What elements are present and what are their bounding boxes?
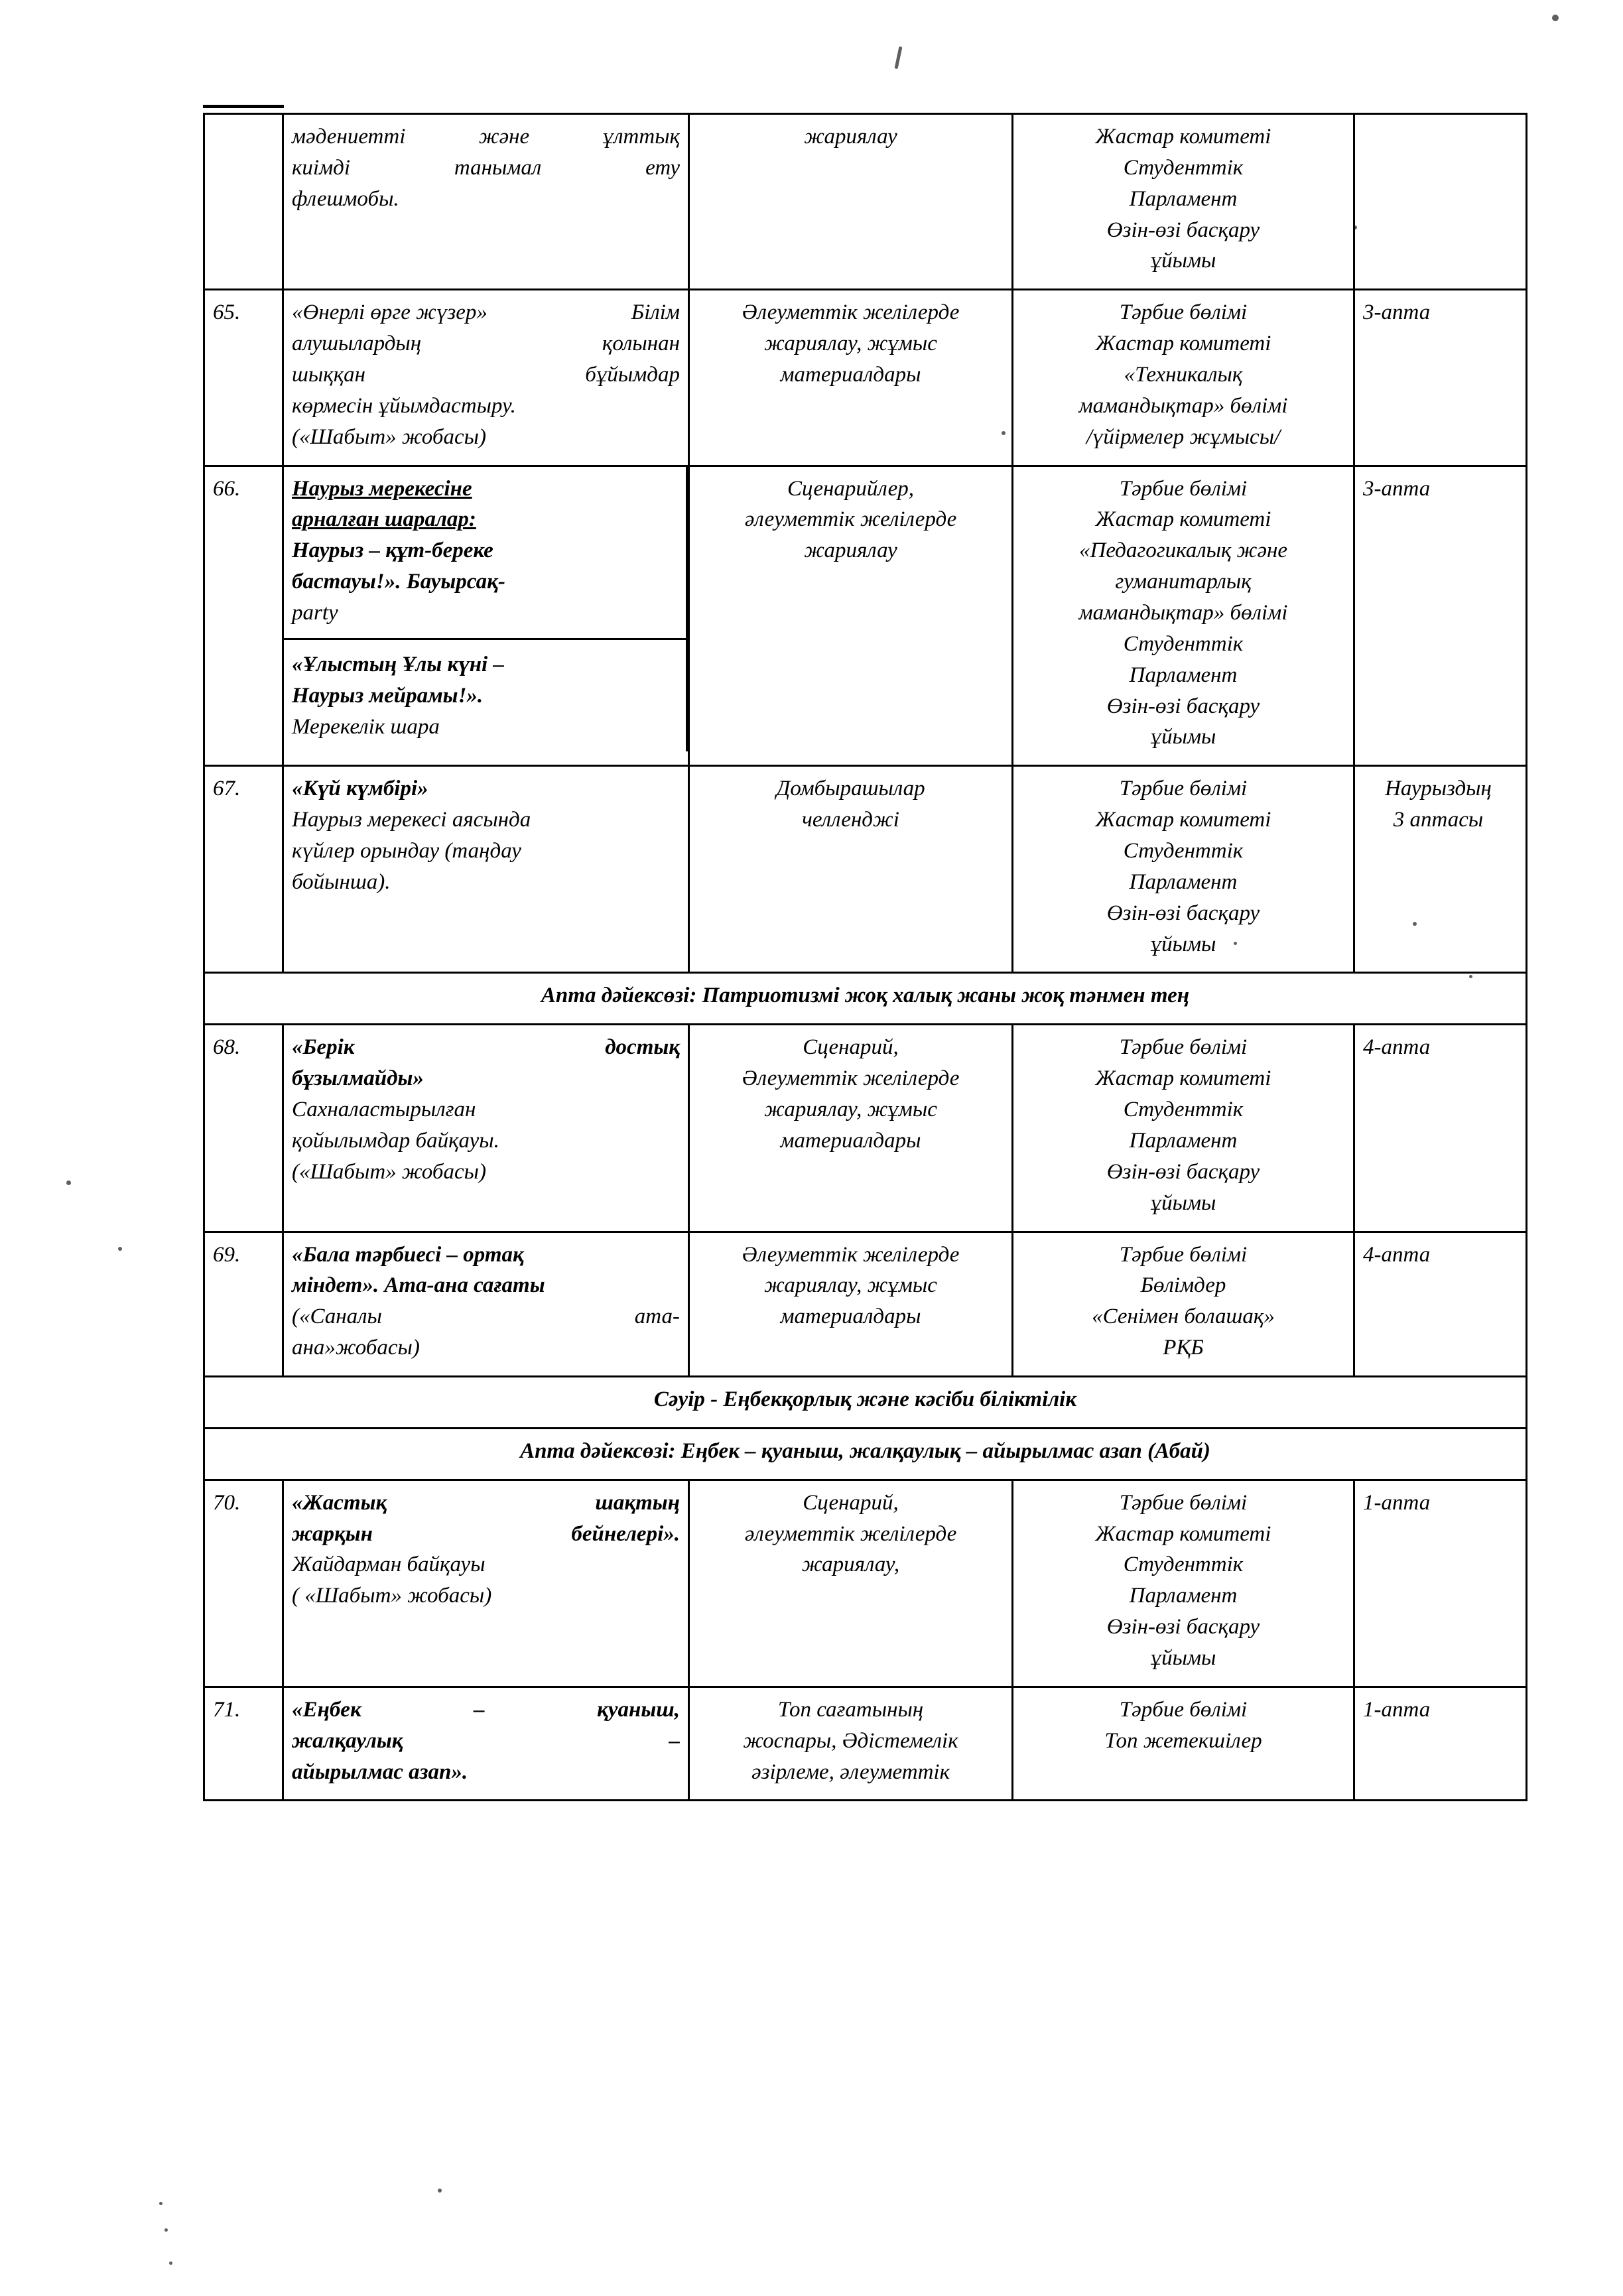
materials-line: әлеуметтік желілерде	[744, 507, 957, 532]
responsible-line: ұйымы	[1150, 725, 1216, 749]
responsible-line: Бөлімдер	[1140, 1273, 1226, 1298]
activity-line: флешмобы.	[292, 186, 399, 211]
term-cell: 3-апта	[1354, 290, 1527, 466]
materials-line: әлеуметтік желілерде	[744, 1521, 957, 1546]
responsible-line: Тәрбие бөлімі	[1119, 1697, 1248, 1722]
table-row	[204, 290, 1527, 466]
activity-line: «Ұлыстың Ұлы күні –	[292, 652, 504, 676]
activity-cell	[283, 766, 689, 973]
materials-line: Сценарий,	[803, 1035, 899, 1060]
activity-line: («Шабыт» жобасы)	[292, 424, 486, 449]
week-quote-banner: Апта дәйексөзі: Еңбек – қуаныш, жалқаулық – айырылмас азап (Абай)	[204, 1428, 1527, 1480]
activity-word: –	[474, 1697, 485, 1722]
materials-cell	[689, 1232, 1013, 1376]
responsible-line: Жастар комитеті	[1095, 808, 1271, 832]
activity-word: Білім	[631, 300, 680, 325]
responsible-cell	[1013, 766, 1354, 973]
responsible-line: Тәрбие бөлімі	[1119, 1242, 1248, 1267]
materials-line: Сценарий,	[803, 1490, 899, 1515]
activity-word: бейнелері».	[571, 1521, 680, 1546]
activity-line: ( «Шабыт» жобасы)	[292, 1584, 492, 1608]
activity-line: Сахналастырылған	[292, 1098, 476, 1122]
activity-line: міндет». Ата-ана сағаты	[292, 1273, 545, 1298]
activity-word: қуаныш,	[597, 1697, 680, 1722]
table-row	[204, 1480, 1527, 1687]
responsible-cell	[1013, 1480, 1354, 1687]
materials-line: әзірлеме, әлеуметтік	[751, 1759, 950, 1784]
activity-word: ұлттық	[602, 125, 680, 149]
row-number: 65.	[204, 290, 283, 466]
materials-cell	[689, 114, 1013, 290]
activity-cell	[283, 1687, 689, 1801]
materials-line: материалдары	[780, 1128, 921, 1153]
activity-line: көрмесін ұйымдастыру.	[292, 393, 516, 418]
scan-speck	[895, 46, 903, 69]
activity-line: party	[292, 601, 338, 625]
activity-word: алушылардың	[292, 332, 422, 356]
activity-line: Наурыз мерекесі аясында	[292, 808, 531, 832]
row-number: 66.	[204, 466, 283, 766]
responsible-line: ұйымы	[1150, 1190, 1216, 1215]
responsible-line: Парламент	[1129, 186, 1238, 211]
scan-speck	[118, 1247, 122, 1251]
responsible-line: гуманитарлық	[1115, 570, 1252, 594]
term-cell: 1-апта	[1354, 1687, 1527, 1801]
activity-title: «Күй күмбірі»	[292, 777, 428, 801]
responsible-line: «Сенімен болашақ»	[1092, 1305, 1275, 1329]
activity-word: шыққан	[292, 363, 366, 387]
materials-cell	[689, 290, 1013, 466]
materials-line: жариялау	[804, 125, 897, 149]
activity-word: танымал	[454, 155, 542, 180]
term-cell: 3-апта	[1354, 466, 1527, 766]
responsible-line: Тәрбие бөлімі	[1119, 1490, 1248, 1515]
row-number: 68.	[204, 1025, 283, 1232]
table-row	[204, 1025, 1527, 1232]
activity-cell	[283, 466, 689, 766]
activity-cell	[283, 1480, 689, 1687]
responsible-line: «Педагогикалық және	[1079, 539, 1287, 563]
term-line: Наурыздың	[1385, 777, 1492, 801]
scan-speck	[159, 2202, 162, 2205]
materials-line: жариялау, жұмыс	[764, 1098, 937, 1122]
row-number: 70.	[204, 1480, 283, 1687]
table-row-banner	[204, 973, 1527, 1025]
activity-word: бұйымдар	[585, 363, 680, 387]
activity-line: бұзылмайды»	[292, 1066, 424, 1091]
activity-word: «Еңбек	[292, 1697, 361, 1722]
responsible-cell	[1013, 1025, 1354, 1232]
activity-word: жарқын	[292, 1521, 373, 1546]
activity-word: шақтың	[595, 1490, 680, 1515]
table-row	[204, 114, 1527, 290]
responsible-line: Жастар комитеті	[1095, 1066, 1271, 1091]
scan-speck	[66, 1180, 71, 1185]
responsible-line: РҚБ	[1163, 1336, 1204, 1360]
activity-word: қолынан	[602, 332, 680, 356]
activity-word: –	[669, 1728, 680, 1753]
activity-line: айырылмас азап».	[292, 1759, 468, 1784]
activity-line: («Шабыт» жобасы)	[292, 1159, 486, 1184]
responsible-line: Тәрбие бөлімі	[1119, 476, 1248, 501]
activities-table	[203, 113, 1527, 1801]
responsible-line: Жастар комитеті	[1095, 332, 1271, 356]
activity-word: ету	[645, 155, 680, 180]
responsible-line: Өзін-өзі басқару	[1106, 1159, 1260, 1184]
materials-cell	[689, 1687, 1013, 1801]
responsible-cell	[1013, 114, 1354, 290]
term-cell: 1-апта	[1354, 1480, 1527, 1687]
materials-cell	[689, 766, 1013, 973]
responsible-line: Парламент	[1129, 1128, 1238, 1153]
responsible-cell	[1013, 466, 1354, 766]
row-number: 67.	[204, 766, 283, 973]
activity-cell	[283, 114, 689, 290]
responsible-line: мамандықтар» бөлімі	[1078, 601, 1288, 625]
term-cell	[1354, 766, 1527, 973]
activity-cell	[283, 1025, 689, 1232]
responsible-cell	[1013, 290, 1354, 466]
row-number: 71.	[204, 1687, 283, 1801]
materials-line: Әлеуметтік желілерде	[742, 1066, 960, 1091]
responsible-line: мамандықтар» бөлімі	[1078, 393, 1288, 418]
table-row-banner	[204, 1428, 1527, 1480]
responsible-line: Тәрбие бөлімі	[1119, 300, 1248, 325]
responsible-line: Студенттік	[1123, 155, 1244, 180]
activity-line: қойылымдар байқауы.	[292, 1128, 499, 1153]
responsible-line: ұйымы	[1150, 249, 1216, 273]
responsible-line: Жастар комитеті	[1095, 125, 1271, 149]
materials-cell	[689, 1025, 1013, 1232]
scan-speck	[164, 2228, 168, 2232]
table-row	[204, 766, 1527, 973]
materials-line: материалдары	[780, 363, 921, 387]
row-number: 69.	[204, 1232, 283, 1376]
responsible-line: Тәрбие бөлімі	[1119, 1035, 1248, 1060]
term-cell	[1354, 114, 1527, 290]
table-row-banner	[204, 1376, 1527, 1428]
activity-word: достық	[605, 1035, 680, 1060]
materials-line: Домбырашылар	[776, 777, 925, 801]
responsible-line: ұйымы	[1150, 1645, 1216, 1670]
activity-word: және	[478, 125, 530, 149]
responsible-cell	[1013, 1687, 1354, 1801]
materials-line: жариялау, жұмыс	[764, 1273, 937, 1298]
responsible-cell	[1013, 1232, 1354, 1376]
activity-line: «Бала тәрбиесі – ортақ	[292, 1242, 524, 1267]
row-number	[204, 114, 283, 290]
activity-word: ата-	[634, 1305, 680, 1329]
activity-line: күйлер орындау (таңдау	[292, 839, 521, 863]
responsible-line: Парламент	[1129, 1584, 1238, 1608]
responsible-line: Студенттік	[1123, 631, 1244, 656]
responsible-line: Студенттік	[1123, 839, 1244, 863]
activity-word: «Берік	[292, 1035, 355, 1060]
table-top-stub	[203, 105, 284, 108]
activity-word: «Жастық	[292, 1490, 387, 1515]
activity-line: ана»жобасы)	[292, 1336, 420, 1360]
table-row	[204, 1687, 1527, 1801]
responsible-line: ұйымы	[1150, 932, 1216, 956]
scan-speck	[169, 2262, 172, 2265]
responsible-line: Өзін-өзі басқару	[1106, 218, 1260, 242]
activity-word: жалқаулық	[292, 1728, 403, 1753]
responsible-line: Тәрбие бөлімі	[1119, 777, 1248, 801]
responsible-line: Өзін-өзі басқару	[1106, 694, 1260, 718]
materials-line: Әлеуметтік желілерде	[742, 300, 960, 325]
activity-heading-line: Наурыз мерекесіне	[292, 476, 472, 501]
week-quote-banner: Апта дәйексөзі: Патриотизмі жоқ халық жаны жоқ тәнмен тең	[204, 973, 1527, 1025]
responsible-line: Жастар комитеті	[1095, 507, 1271, 532]
activity-word: («Саналы	[292, 1305, 382, 1329]
materials-line: Әлеуметтік желілерде	[742, 1242, 960, 1267]
responsible-line: Парламент	[1129, 869, 1238, 894]
activity-line: Мерекелік шара	[292, 714, 440, 739]
responsible-line: /үйірмелер жұмысы/	[1086, 424, 1281, 449]
activity-line: бойынша).	[292, 869, 391, 894]
table-row	[204, 466, 1527, 766]
activity-cell	[283, 290, 689, 466]
responsible-line: Жастар комитеті	[1095, 1521, 1271, 1546]
materials-line: Топ сағатының	[777, 1697, 924, 1722]
materials-cell	[689, 1480, 1013, 1687]
activity-line: Жайдарман байқауы	[292, 1553, 486, 1577]
responsible-line: Студенттік	[1123, 1098, 1244, 1122]
responsible-line: Студенттік	[1123, 1553, 1244, 1577]
materials-line: жариялау	[804, 539, 897, 563]
materials-line: жоспары, Әдістемелік	[743, 1728, 958, 1753]
materials-line: Сценарийлер,	[787, 476, 914, 501]
scan-speck	[1552, 15, 1559, 21]
month-theme-banner: Сәуір - Еңбекқорлық және кәсіби біліктілік	[204, 1376, 1527, 1428]
activity-word: мәдениетті	[292, 125, 406, 149]
materials-line: челленджі	[802, 808, 899, 832]
activity-line: Наурыз – құт-береке	[292, 539, 493, 563]
responsible-line: Өзін-өзі басқару	[1106, 1615, 1260, 1639]
materials-line: жариялау,	[801, 1553, 900, 1577]
activity-line: бастауы!». Бауырсақ-	[292, 570, 505, 594]
responsible-line: Топ жетекшілер	[1104, 1728, 1262, 1753]
materials-cell	[689, 466, 1013, 766]
activity-heading-line: арналған шаралар:	[292, 507, 476, 532]
responsible-line: «Техникалық	[1124, 363, 1243, 387]
term-cell: 4-апта	[1354, 1232, 1527, 1376]
activity-word: «Өнерлі өрге жүзер»	[292, 300, 487, 325]
materials-line: жариялау, жұмыс	[764, 332, 937, 356]
scan-speck	[438, 2189, 442, 2193]
materials-line: материалдары	[780, 1305, 921, 1329]
table-row	[204, 1232, 1527, 1376]
activity-word: киімді	[292, 155, 351, 180]
term-line: 3 аптасы	[1393, 808, 1484, 832]
activity-cell	[283, 1232, 689, 1376]
responsible-line: Парламент	[1129, 663, 1238, 687]
activity-line: Наурыз мейрамы!».	[292, 683, 484, 708]
responsible-line: Өзін-өзі басқару	[1106, 901, 1260, 925]
term-cell: 4-апта	[1354, 1025, 1527, 1232]
